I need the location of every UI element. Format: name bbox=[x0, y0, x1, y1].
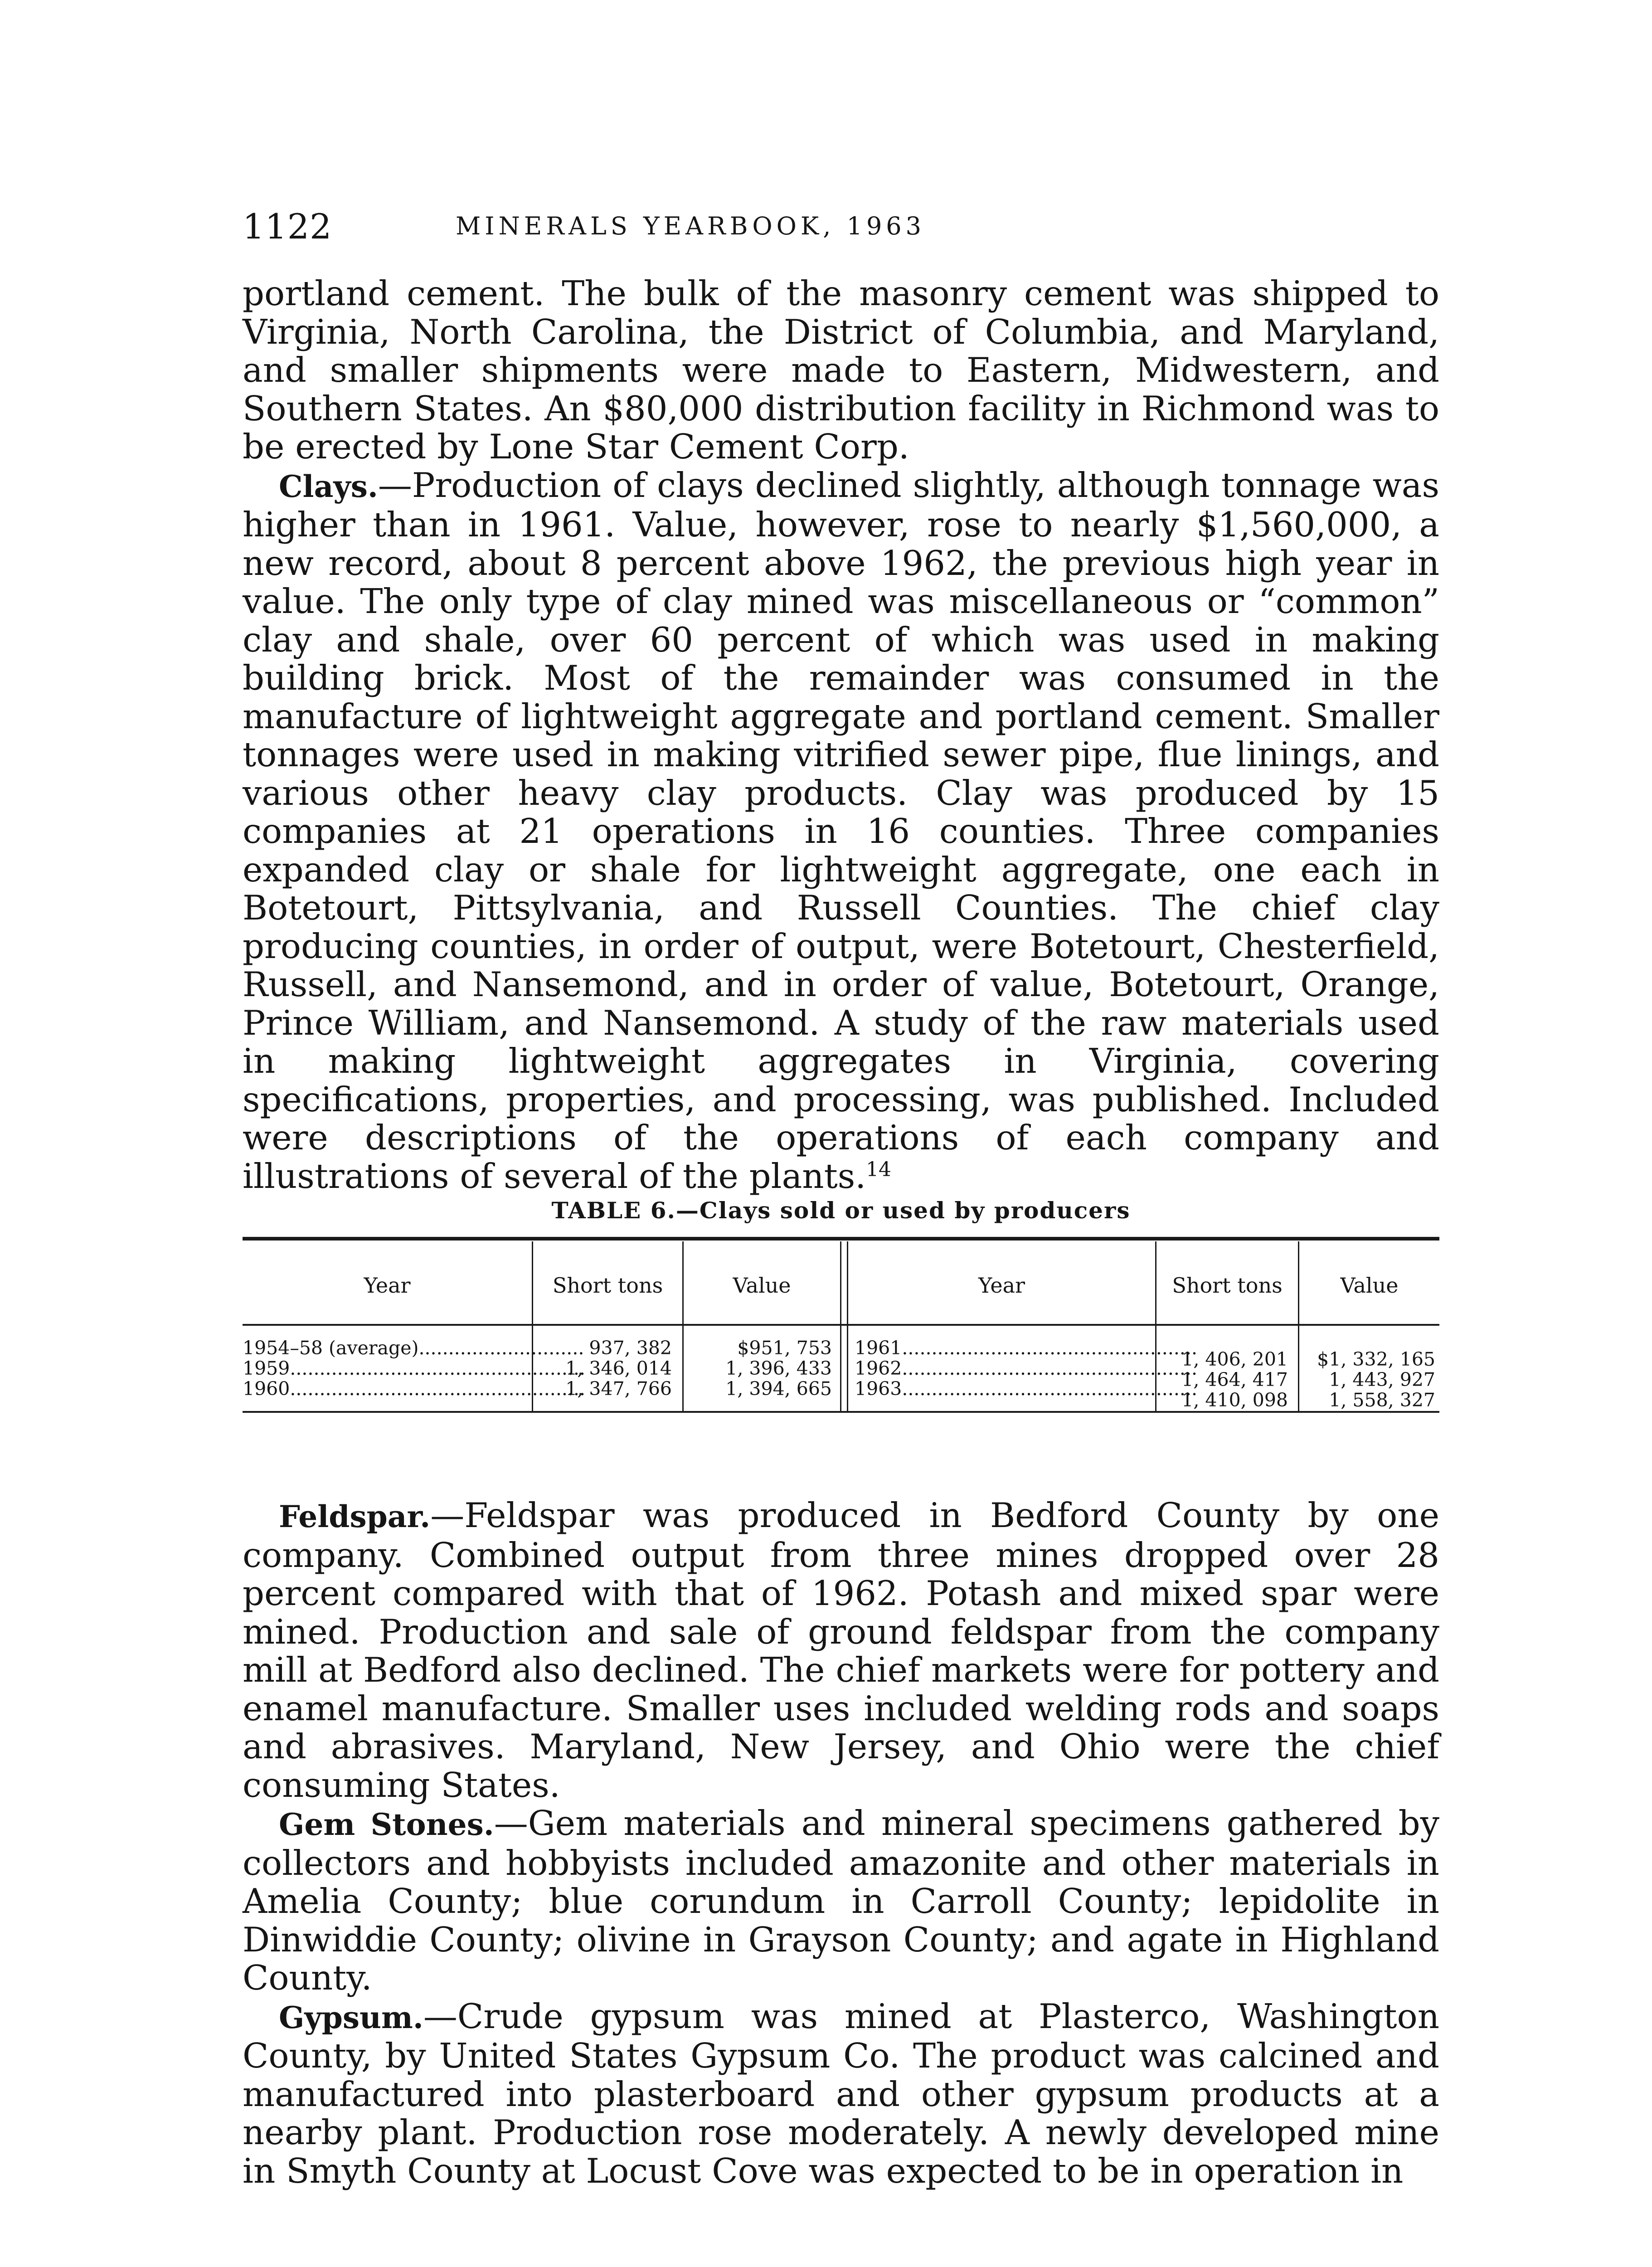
gypsum-heading: Gypsum. bbox=[279, 1999, 423, 2035]
header-short-tons-left: Short tons bbox=[552, 1273, 663, 1298]
row-value: $951, 753 bbox=[737, 1337, 832, 1359]
row-short-tons: 1, 464, 417 bbox=[1181, 1369, 1288, 1391]
table-bottom-rule bbox=[243, 1411, 1439, 1413]
paragraph-portland-cement: portland cement. The bulk of the masonry cement was shipped to Virginia, North Carolina, the District of Columbia, and Maryland, and smaller shipments were made to Eastern, Midwestern, and Southern States. An $80,000 distribution facility in Richmond was to be erected by Lone Star Cement Corp. bbox=[243, 273, 1439, 467]
paragraph-gypsum: Gypsum.—Crude gypsum was mined at Plasterco, Washington County, by United States Gypsum Co. The product was calcined and manufactured into plasterboard and other gypsum products at a nearby plant. Production rose moderately. A newly developed mine in Smyth County at Locust Cove was expected to be in operation in bbox=[243, 1996, 1439, 2191]
header-value-left: Value bbox=[733, 1273, 791, 1298]
table-top-rule bbox=[243, 1237, 1439, 1241]
feldspar-heading: Feldspar. bbox=[279, 1499, 431, 1534]
row-year: 1954–58 (average)............................ bbox=[243, 1337, 584, 1359]
row-short-tons: 1, 410, 098 bbox=[1181, 1389, 1288, 1411]
running-title: MINERALS YEARBOOK, 1963 bbox=[456, 212, 926, 240]
gem-stones-heading: Gem Stones. bbox=[279, 1807, 494, 1842]
row-year: 1963.................................................. bbox=[855, 1378, 1197, 1400]
row-year: 1962.................................................. bbox=[855, 1357, 1197, 1379]
row-value: 1, 394, 665 bbox=[725, 1378, 832, 1400]
row-year: 1961.................................................. bbox=[855, 1337, 1197, 1359]
row-year: 1959.................................................. bbox=[243, 1357, 585, 1379]
row-value: $1, 332, 165 bbox=[1317, 1348, 1435, 1370]
page-header bbox=[243, 206, 1439, 252]
table-title: TABLE 6.—Clays sold or used by producers bbox=[551, 1197, 1131, 1224]
header-value-right: Value bbox=[1340, 1273, 1399, 1298]
gem-stones-text: Gem materials and mineral specimens gathered by collectors and hobbyists included amazonite and other materials in Amelia County; blue corundum in Carroll County; lepidolite in Dinwiddie County; olivine in Grayson County; and agate in Highland County. bbox=[243, 1803, 1439, 1998]
clays-text: Production of clays declined slightly, although tonnage was higher than in 1961. Value, however, rose to nearly $1,560,000, a new record, about 8 percent above 1962, the previous high year in value. The only type of clay mined was miscellaneous or “common” clay and shale, over 60 percent of which was used in making building brick. Most of the remainder was consumed in the manufacture of lightweight aggregate and portland cement. Smaller tonnages were used in making vitrified sewer pipe, flue linings, and various other heavy clay products. Clay was produced by 15 companies at 21 operations in 16 counties. Three companies expanded clay or shale for lightweight aggregate, one each in Botetourt, Pittsylvania, and Russell Counties. The chief clay producing counties, in order of output, were Botetourt, Chesterfield, Russell, and Nansemond, and in order of value, Botetourt, Orange, Prince William, and Nansemond. A study of the raw materials used in making lightweight aggregates in Virginia, covering specifications, properties, and processing, was published. Included were descriptions of the operations of each company and illustrations of several of the plants. bbox=[243, 465, 1439, 1196]
body-text-top bbox=[243, 274, 1439, 1195]
table-double-rule bbox=[840, 1241, 848, 1411]
paragraph-feldspar: Feldspar.—Feldspar was produced in Bedford County by one company. Combined output from three mines dropped over 28 percent compared with that of 1962. Potash and mixed spar were mined. Production and sale of ground feldspar from the company mill at Bedford also declined. The chief markets were for pottery and enamel manufacture. Smaller uses included welding rods and soaps and abrasives. Maryland, New Jersey, and Ohio were the chief consuming States. bbox=[243, 1495, 1439, 1805]
paragraph-gem-stones: Gem Stones.—Gem materials and mineral specimens gathered by collectors and hobbyists included amazonite and other materials in Amelia County; blue corundum in Carroll County; lepidolite in Dinwiddie County; olivine in Grayson County; and agate in Highland County. bbox=[243, 1803, 1439, 1998]
header-short-tons-right: Short tons bbox=[1172, 1273, 1283, 1298]
page-number: 1122 bbox=[243, 206, 332, 247]
header-year-left: Year bbox=[364, 1273, 411, 1298]
header-year-right: Year bbox=[978, 1273, 1025, 1298]
row-value: 1, 396, 433 bbox=[725, 1357, 832, 1379]
body-text-bottom bbox=[243, 1496, 1439, 2190]
row-value: 1, 443, 927 bbox=[1329, 1369, 1435, 1391]
gypsum-text: Crude gypsum was mined at Plasterco, Washington County, by United States Gypsum Co. The product was calcined and manufactured into plasterboard and other gypsum products at a nearby plant. Production rose moderately. A newly developed mine in Smyth County at Locust Cove was expected to be in operation in bbox=[243, 1996, 1439, 2191]
clays-heading: Clays. bbox=[279, 468, 378, 504]
row-short-tons: 937, 382 bbox=[589, 1337, 672, 1359]
feldspar-text: Feldspar was produced in Bedford County by one company. Combined output from three mines dropped over 28 percent compared with that of 1962. Potash and mixed spar were mined. Production and sale of ground feldspar from the company mill at Bedford also declined. The chief markets were for pottery and enamel manufacture. Smaller uses included welding rods and soaps and abrasives. Maryland, New Jersey, and Ohio were the chief consuming States. bbox=[243, 1495, 1439, 1805]
row-short-tons: 1, 406, 201 bbox=[1181, 1348, 1288, 1370]
row-year: 1960.................................................. bbox=[243, 1378, 585, 1400]
footnote-ref-14: 14 bbox=[866, 1158, 892, 1181]
row-short-tons: 1, 347, 766 bbox=[565, 1378, 672, 1400]
row-short-tons: 1, 346, 014 bbox=[565, 1357, 672, 1379]
paragraph-clays: Clays.—Production of clays declined slightly, although tonnage was higher than in 1961. Value, however, rose to nearly $1,560,000, a new record, about 8 percent above 1962, the previous high year in value. The only type of clay mined was miscellaneous or “common” clay and shale, over 60 percent of which was used in making building brick. Most of the remainder was consumed in the manufacture of lightweight aggregate and portland cement. Smaller tonnages were used in making vitrified sewer pipe, flue linings, and various other heavy clay products. Clay was produced by 15 companies at 21 operations in 16 counties. Three companies expanded clay or shale for lightweight aggregate, one each in Botetourt, Pittsylvania, and Russell Counties. The chief clay producing counties, in order of output, were Botetourt, Chesterfield, Russell, and Nansemond, and in order of value, Botetourt, Orange, Prince William, and Nansemond. A study of the raw materials used in making lightweight aggregates in Virginia, covering specifications, properties, and processing, was published. Included were descriptions of the operations of each company and illustrations of several of the plants.$^{14}$ bbox=[243, 465, 1439, 1196]
row-value: 1, 558, 327 bbox=[1329, 1389, 1435, 1411]
